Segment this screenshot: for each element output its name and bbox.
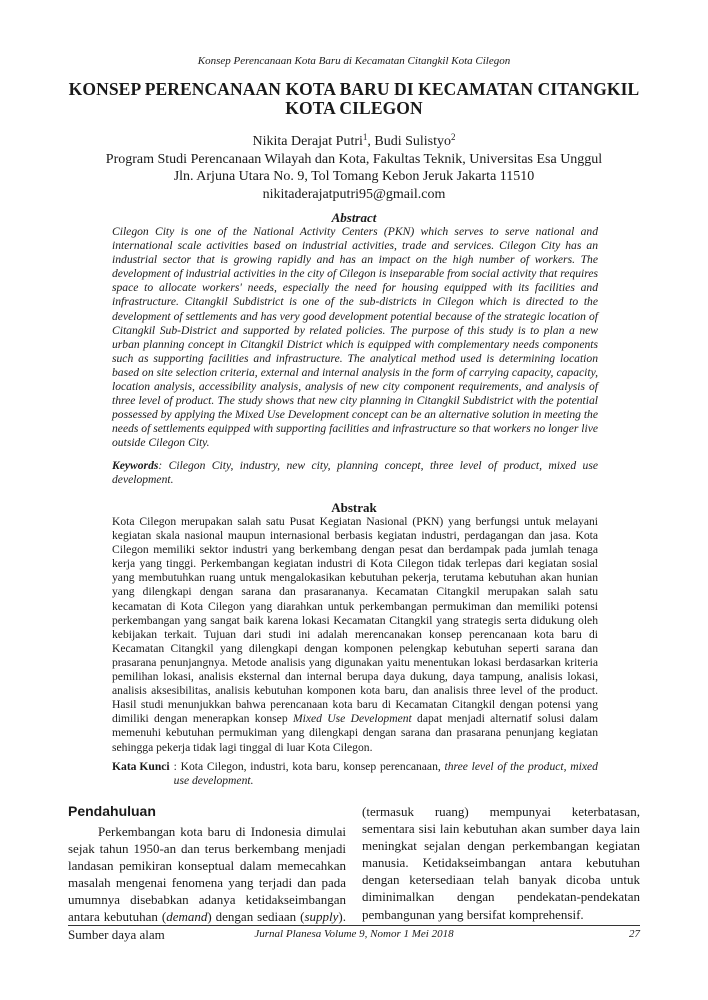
body-text: ) dengan sediaan ( xyxy=(207,909,305,925)
page-number: 27 xyxy=(629,928,640,940)
kata-kunci xyxy=(112,760,598,788)
abstrak-text-part: dapat menjadi alternatif solusi dalam memenuhi kebutuhan permukiman yang dilengkapi dengan sarana dan prasarana penunjang kegiatan sehingga pekerja tidak lagi tinggal di luar Kota Cilegon. xyxy=(112,712,598,754)
section-heading: Pendahuluan xyxy=(68,803,156,819)
author-block xyxy=(60,133,648,203)
author-email: nikitaderajatputri95@gmail.com xyxy=(262,186,446,202)
keywords-list: : Cilegon City, industry, new city, planning concept, three level of product, mixed use development. xyxy=(112,459,598,487)
body-column-right xyxy=(362,803,640,923)
running-header: Konsep Perencanaan Kota Baru di Kecamatan Citangkil Kota Cilegon xyxy=(197,55,511,67)
author-address: Jln. Arjuna Utara No. 9, Tol Tomang Kebon Jeruk Jakarta 11510 xyxy=(173,169,535,184)
kata-kunci-plain: : Kota Cilegon, industri, kota baru, konsep perencanaan, xyxy=(173,760,445,773)
footer-divider xyxy=(68,925,640,926)
body-text-emphasis: demand xyxy=(166,909,208,925)
abstract-heading: Abstract xyxy=(331,210,377,225)
author-name: Nikita Derajat Putri xyxy=(252,134,363,149)
author-list xyxy=(60,133,648,151)
body-text-emphasis: supply xyxy=(304,909,339,925)
body-column-left xyxy=(68,803,346,943)
abstrak-text-part: Kota Cilegon merupakan salah satu Pusat Kegiatan Nasional (PKN) yang berfungsi untuk melayani kegiatan skala nasional maupun internasional berbasis kegiatan industri, perdagangan dan jasa. Kota Cilegon memiliki sektor industri yang berkembang dengan pesat dan berdampak pada jumlah tenaga kerja yang tinggi. Perkembangan kegiatan industri di Kota Cilegon tidak terlepas dari kegiatan sosial yang membutuhkan ruang untuk mengalokasikan kebutuhan pekerja, terutama kebutuhan akan hunian yang dilengkapi dengan sarana dan prasarananya. Kecamatan Citangkil merupakan salah satu kecamatan di Kota Cilegon yang diarahkan untuk perkembangan permukiman dan memiliki potensi perkembangan yang sangat baik karena lokasi Kecamatan Citangkil yang strategis serta didukung oleh kebijakan terkait. Tujuan dari studi ini adalah merencanakan konsep perencanaan kota baru di Kecamatan Citangkil yang dilengkapi dengan komponen pelengkap kebutuhan seperti sarana dan prasarana penunjangnya. Metode analisis yang digunakan yaitu menentukan lokasi berdasarkan kriteria pemilihan lokasi, analisis eksternal dan internal berupa daya dukung, daya tampung, analisis lokasi, analisis aksesibilitas, analisis kebutuhan komponen kota baru, dan analisis three level of the product. Hasil studi menunjukkan bahwa perencanaan kota baru di Kecamatan Citangkil dengan potensi yang dimiliki dengan menerapkan konsep xyxy=(112,515,598,726)
author-affiliation-mark: 1 xyxy=(362,132,368,142)
abstrak-text xyxy=(112,515,598,755)
abstrak-text-emphasis: Mixed Use Development xyxy=(292,712,412,726)
keywords-label: Keywords xyxy=(112,459,159,472)
kata-kunci-list xyxy=(174,760,598,788)
keywords xyxy=(112,459,598,487)
author-separator: , xyxy=(367,134,375,149)
paper-title-line2: KOTA CILEGON xyxy=(285,98,423,118)
body-text: ). Sumber daya alam xyxy=(68,909,347,942)
abstract-text: Cilegon City is one of the National Activity Centers (PKN) which serves to serve national and international scale activities based on industrial activities, trade and services. Cilegon City has an industrial sector that is growing rapidly and has an impact on the high number of workers. The development of industrial activities in the city of Cilegon is inseparable from social activity that requires space to allocate workers' needs, especially the need for housing equipped with its facilities and infrastructure. Citangkil Subdistrict is one of the sub-districts in Cilegon which is directed to the development of settlements and has very good development potential because of the strategic location of Citangkil Sub-District and supported by related policies. The purpose of this study is to plan a new urban planning concept in Citangkil District which is equipped with complementary needs components such as supporting facilities and infrastructure. The analytical method used is determining location based on site selection criteria, external and internal analysis in the form of carrying capacity, capacity, location analysis, accessibility analysis, analysis of new city component requirements, and analysis of three level of product. The study shows that new city planning in Citangkil Subdistrict with the potential possessed by applying the Mixed Use Development concept can be an alternative solution in meeting the needs of settlements equipped with supporting facilities and infrastructure so that workers no longer live outside Cilegon City. xyxy=(112,225,598,450)
body-paragraph: (termasuk ruang) mempunyai keterbatasan, sementara sisi lain kebutuhan akan sumber daya lain meningkat sejalan dengan perkembangan kegiatan manusia. Ketidakseimbangan antara kebutuhan dengan ketersediaan telah banyak dicoba untuk diminimalkan dengan pendekatan-pendekatan pembangunan yang bersifat komprehensif. xyxy=(362,804,640,922)
abstrak-heading: Abstrak xyxy=(331,500,377,515)
author-affiliation-mark: 2 xyxy=(451,132,456,142)
kata-kunci-italic: three level of the product, mixed use development. xyxy=(173,760,598,788)
author-affiliation: Program Studi Perencanaan Wilayah dan Kota, Fakultas Teknik, Universitas Esa Unggul xyxy=(105,151,603,167)
body-text: Perkembangan kota baru di Indonesia dimulai sejak tahun 1950-an dan terus berkembang menjadi landasan pemikiran konseptual dalam memecahkan masalah mengenai fenomena yang terjadi dan pada umumnya disebabkan adanya ketidakseimbangan antara kebutuhan ( xyxy=(68,824,346,925)
paper-title xyxy=(60,80,648,118)
footer-journal-info: Jurnal Planesa Volume 9, Nomor 1 Mei 2018 xyxy=(254,928,454,940)
kata-kunci-label: Kata Kunci xyxy=(112,760,170,773)
author-name: Budi Sulistyo xyxy=(374,134,452,149)
paper-title-line1: KONSEP PERENCANAAN KOTA BARU DI KECAMATAN CITANGKIL xyxy=(68,79,640,99)
